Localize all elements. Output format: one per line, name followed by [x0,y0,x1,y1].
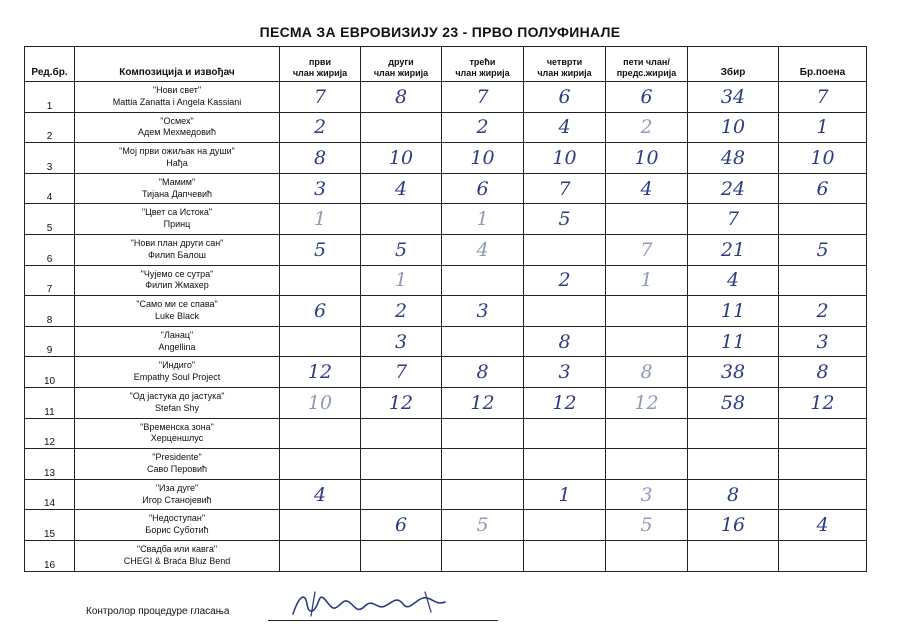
juror-5-score: 3 [606,479,688,510]
points-cell: 12 [779,387,867,418]
juror-5-score: 10 [606,143,688,174]
sum-cell [688,449,779,480]
juror-4-score: 7 [524,173,606,204]
song-title: "Недоступан" [148,513,206,524]
juror-2-score: 7 [361,357,442,388]
composition-cell [75,204,280,235]
song-title: "Само ми се спава" [136,299,218,310]
composition-cell [75,82,280,113]
juror-4-score [524,449,606,480]
row-number: 14 [25,479,75,510]
sum-cell [688,418,779,449]
artist-name: Игор Станојевић [142,494,212,505]
sum-cell: 38 [688,357,779,388]
table-row [25,387,867,418]
composition-cell [75,418,280,449]
sum-cell: 11 [688,296,779,327]
juror-3-score: 7 [442,82,524,113]
composition-cell [75,387,280,418]
row-number: 3 [25,143,75,174]
row-number: 6 [25,234,75,265]
table-row [25,234,867,265]
juror-2-score: 2 [361,296,442,327]
controller-label: Контролор процедуре гласања [86,606,230,617]
artist-name: Angellina [158,341,196,352]
song-title: "Свадба или кавга" [136,544,218,555]
row-number: 15 [25,510,75,541]
song-title: "Ланац" [160,329,194,340]
header-points: Бр.поена [779,47,867,82]
header-juror-5: пети члан/ предс.жирија [606,47,688,82]
song-title: "Presidente" [152,452,202,463]
song-title: "Од јастука до јастука" [129,391,225,402]
row-number: 9 [25,326,75,357]
sum-cell: 10 [688,112,779,143]
row-number: 13 [25,449,75,480]
composition-cell [75,510,280,541]
artist-name: Адем Мехмедовић [138,127,216,138]
juror-4-score: 2 [524,265,606,296]
artist-name: CHEGI & Braća Bluz Bend [123,555,231,566]
juror-1-score [280,265,361,296]
juror-3-score [442,418,524,449]
header-juror-2: други члан жирија [361,47,442,82]
juror-2-score: 6 [361,510,442,541]
artist-name: Нађа [166,157,188,168]
juror-1-score: 5 [280,234,361,265]
composition-cell [75,296,280,327]
juror-3-score: 6 [442,173,524,204]
juror-4-score: 6 [524,82,606,113]
juror-2-score [361,449,442,480]
composition-cell [75,265,280,296]
header-composition: Композиција и извођач [75,47,280,82]
points-cell [779,418,867,449]
juror-5-score [606,418,688,449]
table-row [25,510,867,541]
header-juror-1: први члан жирија [280,47,361,82]
juror-3-score: 1 [442,204,524,235]
juror-2-score: 12 [361,387,442,418]
header-juror-3: трећи члан жирија [442,47,524,82]
sum-cell: 16 [688,510,779,541]
juror-4-score: 5 [524,204,606,235]
juror-4-score [524,418,606,449]
points-cell: 5 [779,234,867,265]
juror-5-score: 1 [606,265,688,296]
artist-name: Филип Жмахер [145,280,209,291]
juror-1-score: 6 [280,296,361,327]
artist-name: Тијана Дапчевић [141,188,213,199]
song-title: "Мамим" [158,176,196,187]
juror-5-score [606,449,688,480]
juror-2-score: 8 [361,82,442,113]
table-row [25,82,867,113]
song-title: "Иза дуге" [155,482,199,493]
points-cell [779,540,867,571]
juror-4-score: 1 [524,479,606,510]
table-row [25,112,867,143]
artist-name: Филип Балош [147,249,206,260]
table-row [25,143,867,174]
header-sum: Збир [688,47,779,82]
juror-3-score [442,479,524,510]
sum-cell: 4 [688,265,779,296]
points-cell: 10 [779,143,867,174]
juror-1-score [280,510,361,541]
juror-4-score: 3 [524,357,606,388]
table-row [25,449,867,480]
row-number: 12 [25,418,75,449]
juror-3-score: 3 [442,296,524,327]
sum-cell: 58 [688,387,779,418]
juror-5-score [606,326,688,357]
voting-table [24,46,867,572]
artist-name: Принц [163,219,191,230]
juror-3-score [442,265,524,296]
juror-2-score [361,418,442,449]
composition-cell [75,112,280,143]
song-title: "Нови план други сан" [130,238,224,249]
row-number: 5 [25,204,75,235]
juror-1-score [280,326,361,357]
juror-5-score [606,540,688,571]
artist-name: Саво Перовић [146,463,208,474]
juror-1-score: 8 [280,143,361,174]
composition-cell [75,234,280,265]
sheet-title: ПЕСМА ЗА ЕВРОВИЗИЈУ 23 - ПРВО ПОЛУФИНАЛЕ [259,24,621,40]
juror-5-score: 4 [606,173,688,204]
juror-1-score: 1 [280,204,361,235]
points-cell [779,479,867,510]
juror-2-score: 4 [361,173,442,204]
table-row [25,357,867,388]
points-cell [779,204,867,235]
header-row [25,47,867,82]
song-title: "Осмех" [160,115,194,126]
juror-3-score: 10 [442,143,524,174]
sum-cell: 8 [688,479,779,510]
juror-1-score: 10 [280,387,361,418]
juror-2-score [361,204,442,235]
composition-cell [75,173,280,204]
juror-1-score: 12 [280,357,361,388]
juror-4-score [524,540,606,571]
juror-5-score: 2 [606,112,688,143]
juror-3-score: 8 [442,357,524,388]
artist-name: Stefan Shy [154,402,200,413]
song-title: "Мој први ожиљак на души" [119,146,235,157]
juror-3-score: 4 [442,234,524,265]
header-num: Ред.бр. [25,47,75,82]
juror-5-score: 8 [606,357,688,388]
juror-1-score: 4 [280,479,361,510]
row-number: 7 [25,265,75,296]
juror-1-score [280,540,361,571]
juror-3-score: 2 [442,112,524,143]
sum-cell [688,540,779,571]
composition-cell [75,357,280,388]
sum-cell: 11 [688,326,779,357]
points-cell: 3 [779,326,867,357]
points-cell: 8 [779,357,867,388]
juror-5-score [606,204,688,235]
table-row [25,173,867,204]
composition-cell [75,143,280,174]
juror-5-score [606,296,688,327]
row-number: 4 [25,173,75,204]
sum-cell: 21 [688,234,779,265]
table-row [25,265,867,296]
juror-5-score: 7 [606,234,688,265]
song-title: "Нови свет" [152,85,202,96]
artist-name: Luke Black [154,310,200,321]
artist-name: Херценшлус [150,433,204,444]
row-number: 8 [25,296,75,327]
composition-cell [75,449,280,480]
juror-2-score: 3 [361,326,442,357]
sum-cell: 48 [688,143,779,174]
row-number: 11 [25,387,75,418]
juror-5-score: 6 [606,82,688,113]
juror-1-score: 3 [280,173,361,204]
juror-2-score: 5 [361,234,442,265]
composition-cell [75,540,280,571]
juror-2-score: 10 [361,143,442,174]
table-row [25,540,867,571]
row-number: 2 [25,112,75,143]
table-row [25,326,867,357]
juror-3-score [442,326,524,357]
song-title: "Индиго" [158,360,196,371]
points-cell: 1 [779,112,867,143]
table-row [25,418,867,449]
juror-2-score [361,112,442,143]
composition-cell [75,479,280,510]
points-cell [779,449,867,480]
sum-cell: 24 [688,173,779,204]
juror-4-score: 4 [524,112,606,143]
juror-5-score: 12 [606,387,688,418]
juror-1-score: 2 [280,112,361,143]
juror-1-score [280,449,361,480]
juror-3-score [442,449,524,480]
juror-4-score: 8 [524,326,606,357]
header-juror-4: четврти члан жирија [524,47,606,82]
juror-3-score: 12 [442,387,524,418]
juror-4-score [524,234,606,265]
juror-4-score [524,510,606,541]
juror-2-score: 1 [361,265,442,296]
artist-name: Empathy Soul Project [133,372,221,383]
juror-3-score: 5 [442,510,524,541]
artist-name: Mattia Zanatta i Angela Kassiani [112,96,242,107]
composition-cell [75,326,280,357]
song-title: "Цвет са Истока" [141,207,213,218]
juror-2-score [361,540,442,571]
juror-4-score: 10 [524,143,606,174]
points-cell: 6 [779,173,867,204]
handwritten-signature [285,586,465,622]
song-title: "Чујемо се сутра" [140,268,214,279]
points-cell: 2 [779,296,867,327]
table-row [25,479,867,510]
table-row [25,204,867,235]
points-cell: 7 [779,82,867,113]
table-row [25,296,867,327]
juror-3-score [442,540,524,571]
juror-1-score: 7 [280,82,361,113]
juror-4-score [524,296,606,327]
juror-2-score [361,479,442,510]
sum-cell: 7 [688,204,779,235]
song-title: "Временска зона" [140,421,214,432]
juror-5-score: 5 [606,510,688,541]
artist-name: Борис Суботић [145,525,209,536]
row-number: 16 [25,540,75,571]
juror-4-score: 12 [524,387,606,418]
juror-1-score [280,418,361,449]
row-number: 1 [25,82,75,113]
points-cell: 4 [779,510,867,541]
points-cell [779,265,867,296]
row-number: 10 [25,357,75,388]
sum-cell: 34 [688,82,779,113]
